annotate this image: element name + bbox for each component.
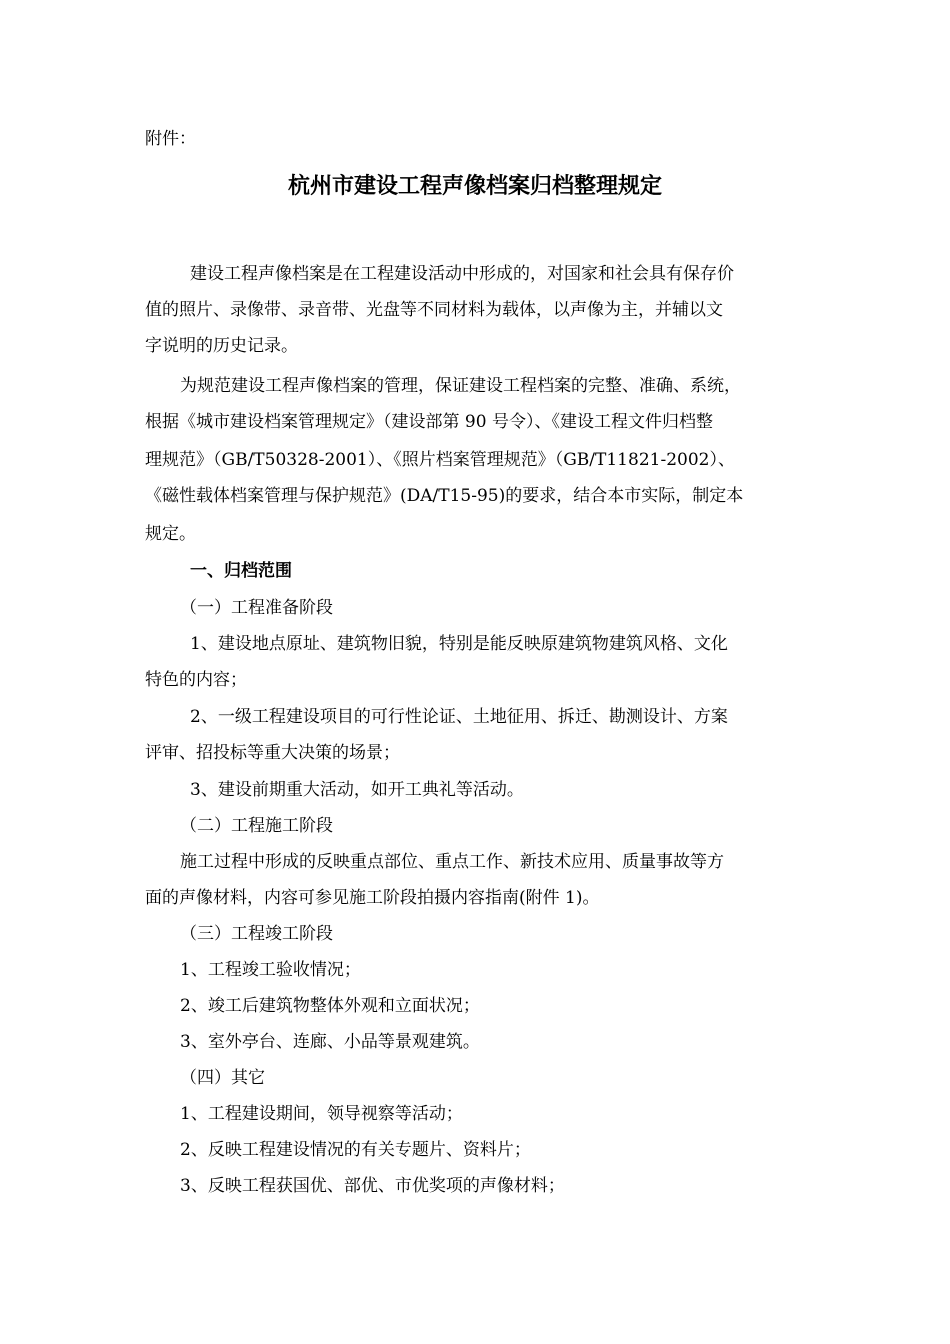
sub1-item-2-line-2: 评审、招投标等重大决策的场景； bbox=[145, 743, 400, 763]
intro-p2-line-2: 根据《城市建设档案管理规定》（建设部第 90 号令）、《建设工程文件归档整 bbox=[145, 412, 713, 432]
section-heading-archive-scope: 一、归档范围 bbox=[190, 561, 292, 581]
sub4-heading: （四）其它 bbox=[180, 1068, 265, 1088]
sub3-heading: （三）工程竣工阶段 bbox=[180, 924, 333, 944]
intro-p1-line-1: 建设工程声像档案是在工程建设活动中形成的，对国家和社会具有保存价 bbox=[190, 264, 734, 284]
sub3-item-1: 1、工程竣工验收情况； bbox=[180, 960, 361, 980]
sub1-item-1-line-2: 特色的内容； bbox=[145, 670, 247, 690]
document-title: 杭州市建设工程声像档案归档整理规定 bbox=[287, 174, 662, 199]
sub2-text-line-1: 施工过程中形成的反映重点部位、重点工作、新技术应用、质量事故等方 bbox=[180, 852, 724, 872]
sub3-item-2: 2、竣工后建筑物整体外观和立面状况； bbox=[180, 996, 480, 1016]
intro-p2-line-3: 理规范》（GB/T50328-2001）、《照片档案管理规范》（GB/T11821-2002）、 bbox=[145, 450, 735, 470]
sub1-heading: （一）工程准备阶段 bbox=[180, 598, 333, 618]
intro-p2-line-4: 《磁性载体档案管理与保护规范》(DA/T15-95)的要求，结合本市实际，制定本 bbox=[145, 486, 744, 506]
sub3-item-3: 3、室外亭台、连廊、小品等景观建筑。 bbox=[180, 1032, 480, 1052]
sub2-heading: （二）工程施工阶段 bbox=[180, 816, 333, 836]
sub1-item-1-line-1: 1、建设地点原址、建筑物旧貌，特别是能反映原建筑物建筑风格、文化 bbox=[190, 634, 728, 654]
sub4-item-1: 1、工程建设期间，领导视察等活动； bbox=[180, 1104, 463, 1124]
intro-p1-line-2: 值的照片、录像带、录音带、光盘等不同材料为载体，以声像为主，并辅以文 bbox=[145, 300, 723, 320]
sub1-item-3: 3、建设前期重大活动，如开工典礼等活动。 bbox=[190, 780, 524, 800]
intro-p1-line-3: 字说明的历史记录。 bbox=[145, 336, 298, 356]
attachment-label: 附件： bbox=[145, 129, 196, 149]
intro-p2-line-5: 规定。 bbox=[145, 524, 196, 544]
sub1-item-2-line-1: 2、一级工程建设项目的可行性论证、土地征用、拆迁、勘测设计、方案 bbox=[190, 707, 728, 727]
sub2-text-line-2: 面的声像材料，内容可参见施工阶段拍摄内容指南(附件 1)。 bbox=[145, 888, 600, 908]
intro-p2-line-1: 为规范建设工程声像档案的管理，保证建设工程档案的完整、准确、系统， bbox=[180, 376, 741, 396]
sub4-item-3: 3、反映工程获国优、部优、市优奖项的声像材料； bbox=[180, 1176, 565, 1196]
sub4-item-2: 2、反映工程建设情况的有关专题片、资料片； bbox=[180, 1140, 531, 1160]
